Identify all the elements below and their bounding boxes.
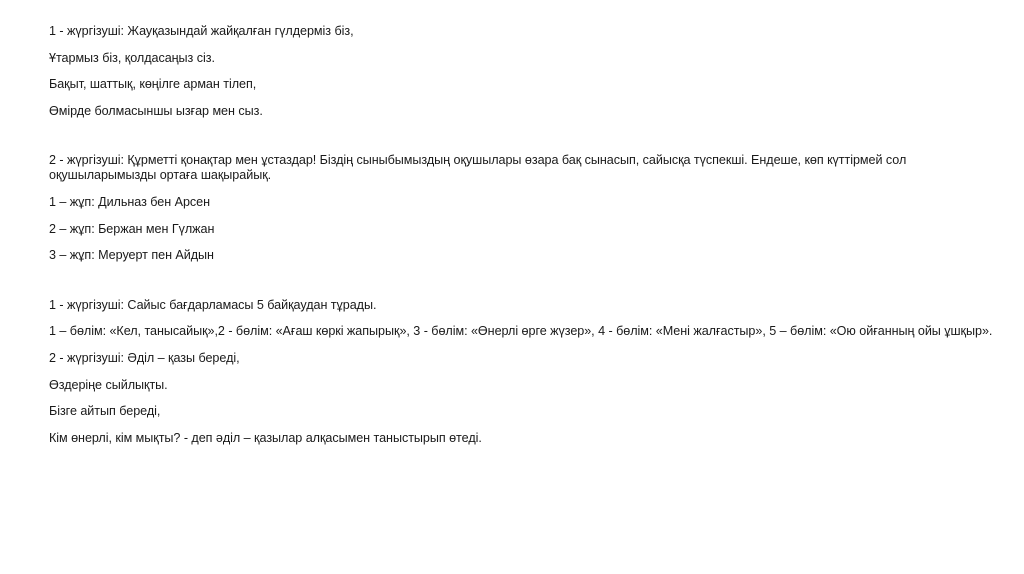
pair-2: 2 – жұп: Бержан мен Гүлжан (49, 221, 215, 236)
pair-3: 3 – жұп: Меруерт пен Айдын (49, 248, 214, 263)
jury-line-1: 2 - жүргізуші: Әділ – қазы береді, (49, 350, 240, 365)
poem-line-3: Бақыт, шаттық, көңілге арман тілеп, (49, 77, 257, 92)
poem-line-1: 1 - жүргізуші: Жауқазындай жайқалған гүлдерміз біз, (49, 24, 354, 38)
paragraph-gap (49, 130, 1015, 153)
program-sections: 1 – бөлім: «Кел, танысайық»,2 - бөлім: «Ағаш көркі жапырық», 3 - бөлім: «Өнерлі өрге жүзер», 4 - бөлім: «Мені жалғастыр», 5 – бөлім: «Ою ойғанның ойы ұшқыр». (49, 324, 993, 339)
paragraph-gap (49, 275, 1015, 298)
jury-line-3: Бізге айтып береді, (49, 404, 161, 419)
document-content (49, 24, 1015, 457)
program-intro: 1 - жүргізуші: Сайыс бағдарламасы 5 байқаудан тұрады. (49, 297, 377, 312)
host-2-intro: 2 - жүргізуші: Құрметті қонақтар мен ұстаздар! Біздің сыныбымыздың оқушылары өзара бақ сынасып, сайысқа түспекші. Ендеше, көп күттірмей сол оқушыларымызды ортаға шақырайық. (49, 153, 907, 183)
pair-1: 1 – жұп: Дильназ бен Арсен (49, 194, 210, 209)
jury-line-2: Өздеріңе сыйлықты. (49, 377, 168, 392)
poem-line-2: Ұтармыз біз, қолдасаңыз сіз. (49, 50, 215, 65)
poem-line-4: Өмірде болмасыншы ызғар мен сыз. (49, 103, 263, 118)
jury-line-4: Кім өнерлі, кім мықты? - деп әділ – қазылар алқасымен таныстырып өтеді. (49, 430, 482, 445)
